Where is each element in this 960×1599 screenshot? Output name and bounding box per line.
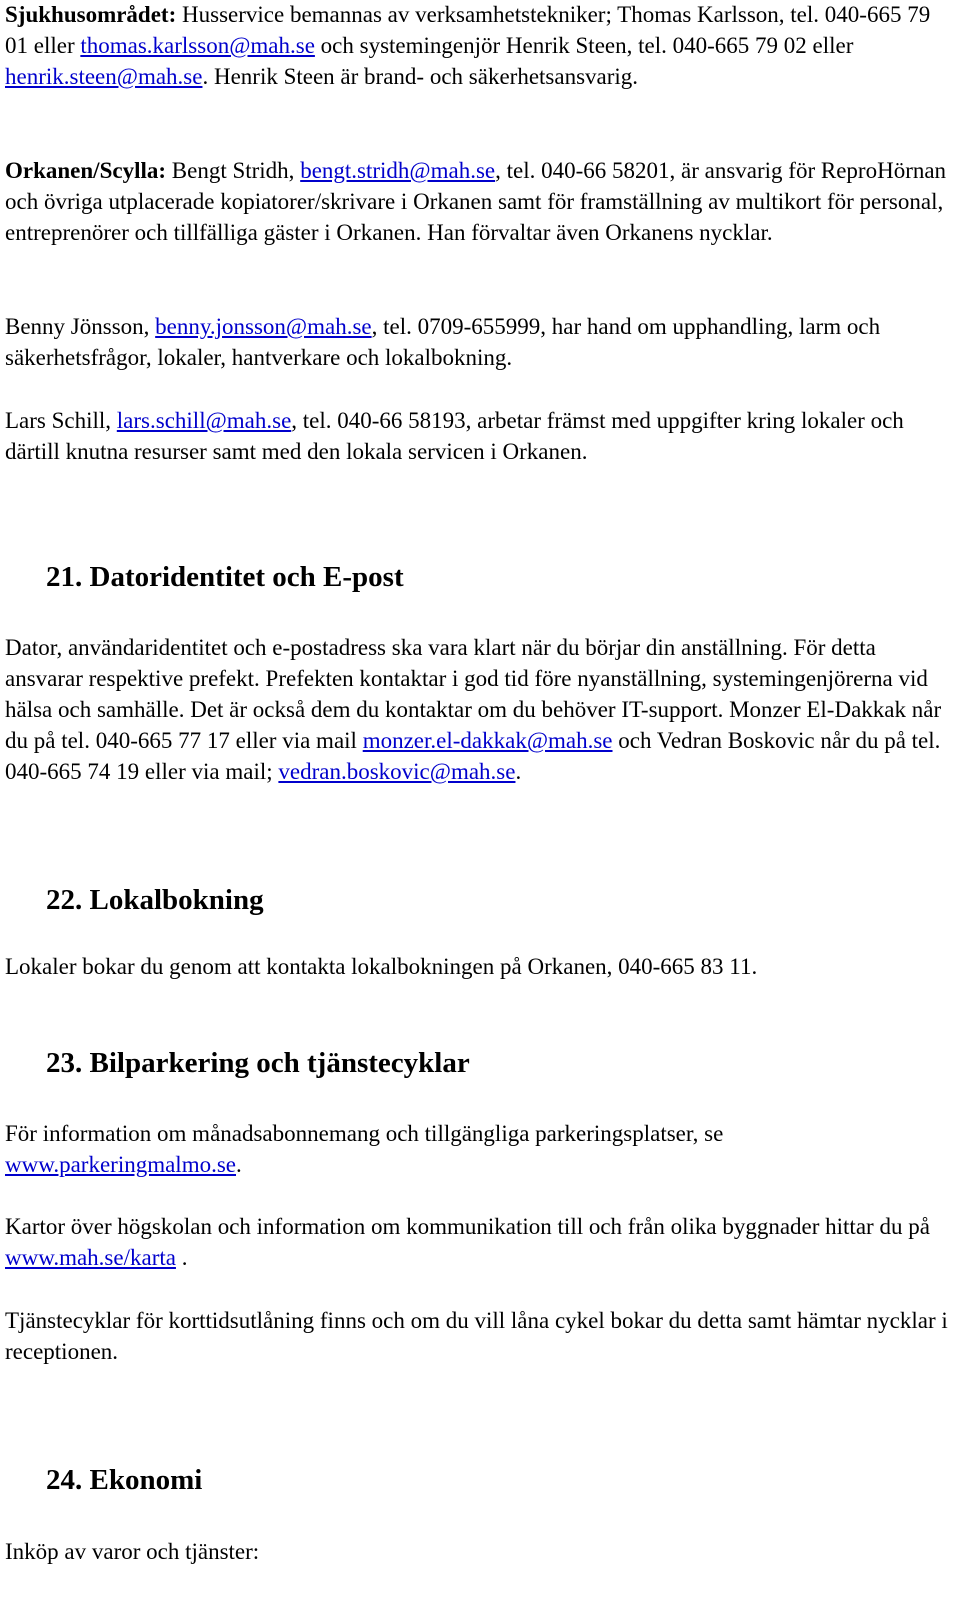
section-heading-24: 24. Ekonomi bbox=[46, 1464, 203, 1496]
paragraph-inkop: Inköp av varor och tjänster: bbox=[5, 1539, 260, 1564]
paragraph-parkering bbox=[5, 1118, 950, 1180]
email-link-monzer-el-dakkak[interactable]: monzer.el-dakkak@mah.se bbox=[362, 728, 613, 753]
paragraph-lars-schill bbox=[5, 405, 950, 467]
paragraph-tjanstecyklar: Tjänstecyklar för korttidsutlåning finns och om du vill låna cykel bokar du detta samt hämtar nycklar i receptionen. bbox=[5, 1308, 948, 1364]
email-link-benny-jonsson[interactable]: benny.jonsson@mah.se bbox=[155, 314, 372, 339]
paragraph-sjukhusomradet bbox=[5, 0, 950, 92]
email-link-henrik-steen[interactable]: henrik.steen@mah.se bbox=[5, 64, 203, 89]
label-sjukhusomradet: Sjukhusområdet: bbox=[5, 2, 177, 27]
paragraph-lokalbokning: Lokaler bokar du genom att kontakta lokalbokningen på Orkanen, 040-665 83 11. bbox=[5, 954, 758, 979]
text-segment: . Henrik Steen är brand- och säkerhetsansvarig. bbox=[202, 64, 639, 89]
text-segment: Bengt Stridh, bbox=[166, 158, 301, 183]
label-orkanen-scylla: Orkanen/Scylla: bbox=[5, 158, 167, 183]
paragraph-datoridentitet bbox=[5, 632, 950, 787]
text-segment: . bbox=[236, 1152, 242, 1177]
link-mah-karta[interactable]: www.mah.se/karta bbox=[5, 1245, 176, 1270]
text-segment: Benny Jönsson, bbox=[5, 314, 156, 339]
email-link-bengt-stridh[interactable]: bengt.stridh@mah.se bbox=[300, 158, 496, 183]
text-segment: Kartor över högskolan och information om kommunikation till och från olika byggnader hittar du på bbox=[5, 1214, 930, 1239]
paragraph-kartor bbox=[5, 1211, 950, 1273]
email-link-lars-schill[interactable]: lars.schill@mah.se bbox=[116, 408, 292, 433]
text-segment: , tel. 040-66 58193, arbetar främst med uppgifter kring lokaler och därtill knutna resurser samt med den lokala servicen i Orkanen. bbox=[5, 408, 904, 464]
section-heading-21: 21. Datoridentitet och E-post bbox=[46, 561, 404, 593]
text-segment: . bbox=[175, 1245, 188, 1270]
text-segment: Lars Schill, bbox=[5, 408, 117, 433]
section-heading-22: 22. Lokalbokning bbox=[46, 884, 264, 916]
text-segment: För information om månadsabonnemang och tillgängliga parkeringsplatser, se bbox=[5, 1121, 724, 1146]
email-link-thomas-karlsson[interactable]: thomas.karlsson@mah.se bbox=[80, 33, 315, 58]
text-segment: . bbox=[515, 759, 522, 784]
text-segment: , tel. 0709-655999, har hand om upphandling, larm och säkerhetsfrågor, lokaler, hantverkare och lokalbokning. bbox=[5, 314, 881, 370]
text-segment: Dator, användaridentitet och e-postadress ska vara klart när du börjar din anställning. För detta ansvarar respektive prefekt. Prefekten kontaktar i god tid före nyanställning, systemingenjörerna vid hälsa och samhälle. Det är också dem du kontaktar om du behöver IT-support. Monzer El-Dakkak når du på tel. 040-665 77 17 eller via mail bbox=[5, 635, 942, 753]
paragraph-orkanen-scylla bbox=[5, 155, 950, 248]
text-segment: och systemingenjör Henrik Steen, tel. 040-665 79 02 eller bbox=[314, 33, 854, 58]
section-heading-23: 23. Bilparkering och tjänstecyklar bbox=[46, 1047, 470, 1079]
text-segment: Husservice bemannas av verksamhetstekniker; Thomas Karlsson, tel. 040-665 79 01 eller bbox=[5, 2, 931, 58]
link-parkeringmalmo[interactable]: www.parkeringmalmo.se bbox=[5, 1152, 236, 1177]
text-segment: och Vedran Boskovic når du på tel. 040-665 74 19 eller via mail; bbox=[5, 728, 941, 784]
text-segment: , tel. 040-66 58201, är ansvarig för ReproHörnan och övriga utplacerade kopiatorer/skrivare i Orkanen samt för framställning av multikort för personal, entreprenörer och tillfälliga gäster i Orkanen. Han förvaltar även Orkanens nycklar. bbox=[5, 158, 947, 245]
email-link-vedran-boskovic[interactable]: vedran.boskovic@mah.se bbox=[278, 759, 516, 784]
paragraph-benny-jonsson bbox=[5, 311, 950, 373]
